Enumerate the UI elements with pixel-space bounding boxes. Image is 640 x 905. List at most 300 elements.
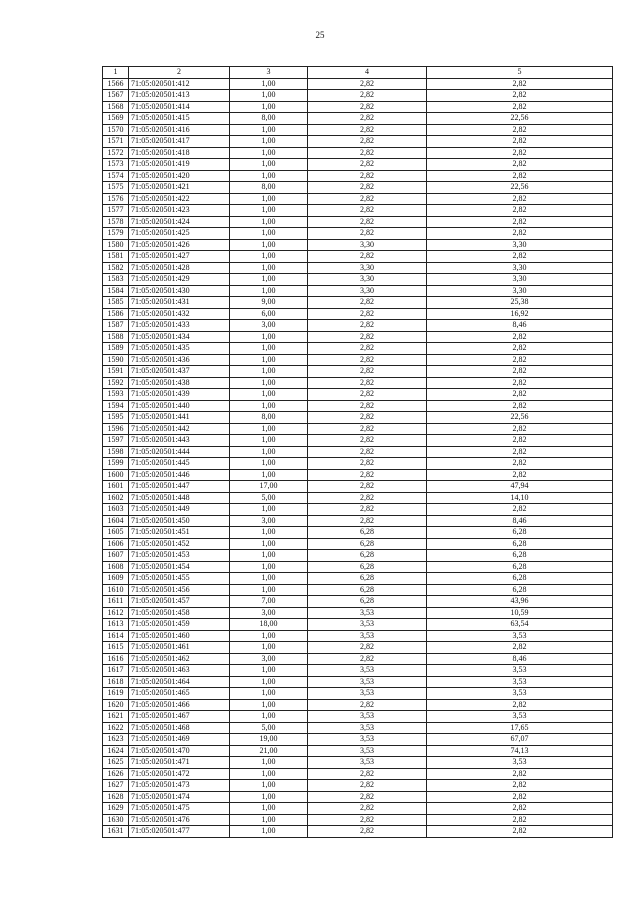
- cadastral-number-cell: 71:05:020501:437: [129, 366, 230, 378]
- rate-cell: 3,53: [308, 688, 427, 700]
- amount-cell: 22,56: [427, 182, 613, 194]
- row-number-cell: 1593: [103, 389, 129, 401]
- cadastral-number-cell: 71:05:020501:446: [129, 469, 230, 481]
- table-row: [103, 446, 613, 458]
- amount-cell: 16,92: [427, 308, 613, 320]
- table-row: [103, 285, 613, 297]
- amount-cell: 6,28: [427, 527, 613, 539]
- quantity-cell: 1,00: [230, 400, 308, 412]
- quantity-cell: 6,00: [230, 308, 308, 320]
- cadastral-number-cell: 71:05:020501:422: [129, 193, 230, 205]
- amount-cell: 2,82: [427, 458, 613, 470]
- quantity-cell: 1,00: [230, 136, 308, 148]
- quantity-cell: 1,00: [230, 573, 308, 585]
- cadastral-number-cell: 71:05:020501:436: [129, 354, 230, 366]
- cadastral-number-cell: 71:05:020501:458: [129, 607, 230, 619]
- quantity-cell: 21,00: [230, 745, 308, 757]
- quantity-cell: 1,00: [230, 285, 308, 297]
- cadastral-number-cell: 71:05:020501:459: [129, 619, 230, 631]
- amount-cell: 3,30: [427, 239, 613, 251]
- cadastral-number-cell: 71:05:020501:470: [129, 745, 230, 757]
- rate-cell: 6,28: [308, 550, 427, 562]
- rate-cell: 2,82: [308, 642, 427, 654]
- table-row: [103, 193, 613, 205]
- rate-cell: 2,82: [308, 814, 427, 826]
- cadastral-number-cell: 71:05:020501:460: [129, 630, 230, 642]
- column-header: 4: [308, 67, 427, 79]
- row-number-cell: 1589: [103, 343, 129, 355]
- amount-cell: 8,46: [427, 320, 613, 332]
- cadastral-number-cell: 71:05:020501:454: [129, 561, 230, 573]
- cadastral-number-cell: 71:05:020501:456: [129, 584, 230, 596]
- cadastral-number-cell: 71:05:020501:455: [129, 573, 230, 585]
- row-number-cell: 1573: [103, 159, 129, 171]
- cadastral-number-cell: 71:05:020501:426: [129, 239, 230, 251]
- rate-cell: 2,82: [308, 515, 427, 527]
- row-number-cell: 1598: [103, 446, 129, 458]
- table-row: [103, 504, 613, 516]
- cadastral-number-cell: 71:05:020501:444: [129, 446, 230, 458]
- rate-cell: 2,82: [308, 124, 427, 136]
- rate-cell: 3,53: [308, 734, 427, 746]
- table-row: [103, 803, 613, 815]
- cadastral-number-cell: 71:05:020501:418: [129, 147, 230, 159]
- table-row: [103, 228, 613, 240]
- cadastral-number-cell: 71:05:020501:449: [129, 504, 230, 516]
- row-number-cell: 1619: [103, 688, 129, 700]
- table-row: [103, 699, 613, 711]
- table-row: [103, 458, 613, 470]
- rate-cell: 2,82: [308, 400, 427, 412]
- cadastral-number-cell: 71:05:020501:429: [129, 274, 230, 286]
- table-header-row: [103, 67, 613, 79]
- row-number-cell: 1600: [103, 469, 129, 481]
- row-number-cell: 1569: [103, 113, 129, 125]
- table-row: [103, 665, 613, 677]
- quantity-cell: 18,00: [230, 619, 308, 631]
- cadastral-number-cell: 71:05:020501:438: [129, 377, 230, 389]
- table-row: [103, 492, 613, 504]
- row-number-cell: 1627: [103, 780, 129, 792]
- table-row: [103, 538, 613, 550]
- quantity-cell: 1,00: [230, 458, 308, 470]
- table-row: [103, 469, 613, 481]
- cadastral-number-cell: 71:05:020501:467: [129, 711, 230, 723]
- cadastral-number-cell: 71:05:020501:453: [129, 550, 230, 562]
- page-number: 25: [315, 30, 325, 40]
- table-row: [103, 412, 613, 424]
- rate-cell: 2,82: [308, 366, 427, 378]
- cadastral-number-cell: 71:05:020501:476: [129, 814, 230, 826]
- rate-cell: 2,82: [308, 193, 427, 205]
- row-number-cell: 1630: [103, 814, 129, 826]
- rate-cell: 3,53: [308, 757, 427, 769]
- table-row: [103, 366, 613, 378]
- amount-cell: 3,30: [427, 274, 613, 286]
- rate-cell: 2,82: [308, 768, 427, 780]
- table-row: [103, 596, 613, 608]
- rate-cell: 3,30: [308, 239, 427, 251]
- rate-cell: 2,82: [308, 492, 427, 504]
- column-header: 1: [103, 67, 129, 79]
- cadastral-number-cell: 71:05:020501:423: [129, 205, 230, 217]
- cadastral-number-cell: 71:05:020501:415: [129, 113, 230, 125]
- cadastral-number-cell: 71:05:020501:464: [129, 676, 230, 688]
- amount-cell: 63,54: [427, 619, 613, 631]
- quantity-cell: 3,00: [230, 653, 308, 665]
- row-number-cell: 1610: [103, 584, 129, 596]
- cadastral-number-cell: 71:05:020501:425: [129, 228, 230, 240]
- quantity-cell: 1,00: [230, 584, 308, 596]
- rate-cell: 2,82: [308, 78, 427, 90]
- row-number-cell: 1571: [103, 136, 129, 148]
- row-number-cell: 1583: [103, 274, 129, 286]
- table-row: [103, 251, 613, 263]
- table-row: [103, 423, 613, 435]
- cadastral-number-cell: 71:05:020501:473: [129, 780, 230, 792]
- amount-cell: 2,82: [427, 699, 613, 711]
- quantity-cell: 3,00: [230, 515, 308, 527]
- rate-cell: 6,28: [308, 573, 427, 585]
- row-number-cell: 1578: [103, 216, 129, 228]
- cadastral-number-cell: 71:05:020501:440: [129, 400, 230, 412]
- table-row: [103, 722, 613, 734]
- table-row: [103, 676, 613, 688]
- quantity-cell: 1,00: [230, 527, 308, 539]
- amount-cell: 2,82: [427, 331, 613, 343]
- table-row: [103, 124, 613, 136]
- quantity-cell: 1,00: [230, 803, 308, 815]
- amount-cell: 2,82: [427, 814, 613, 826]
- rate-cell: 2,82: [308, 791, 427, 803]
- table-row: [103, 688, 613, 700]
- rate-cell: 2,82: [308, 101, 427, 113]
- cadastral-number-cell: 71:05:020501:477: [129, 826, 230, 838]
- amount-cell: 3,53: [427, 665, 613, 677]
- cadastral-number-cell: 71:05:020501:445: [129, 458, 230, 470]
- rate-cell: 2,82: [308, 435, 427, 447]
- row-number-cell: 1612: [103, 607, 129, 619]
- quantity-cell: 1,00: [230, 78, 308, 90]
- cadastral-number-cell: 71:05:020501:419: [129, 159, 230, 171]
- rate-cell: 3,30: [308, 262, 427, 274]
- cadastral-number-cell: 71:05:020501:448: [129, 492, 230, 504]
- amount-cell: 2,82: [427, 136, 613, 148]
- amount-cell: 6,28: [427, 584, 613, 596]
- rate-cell: 2,82: [308, 182, 427, 194]
- amount-cell: 2,82: [427, 354, 613, 366]
- quantity-cell: 1,00: [230, 676, 308, 688]
- rate-cell: 2,82: [308, 90, 427, 102]
- table-row: [103, 768, 613, 780]
- amount-cell: 2,82: [427, 377, 613, 389]
- table-row: [103, 136, 613, 148]
- cadastral-number-cell: 71:05:020501:424: [129, 216, 230, 228]
- rate-cell: 3,53: [308, 619, 427, 631]
- cadastral-number-cell: 71:05:020501:468: [129, 722, 230, 734]
- quantity-cell: 1,00: [230, 538, 308, 550]
- quantity-cell: 1,00: [230, 228, 308, 240]
- rate-cell: 2,82: [308, 354, 427, 366]
- table-row: [103, 389, 613, 401]
- amount-cell: 2,82: [427, 147, 613, 159]
- cadastral-number-cell: 71:05:020501:474: [129, 791, 230, 803]
- cadastral-number-cell: 71:05:020501:414: [129, 101, 230, 113]
- cadastral-number-cell: 71:05:020501:457: [129, 596, 230, 608]
- quantity-cell: 1,00: [230, 124, 308, 136]
- row-number-cell: 1581: [103, 251, 129, 263]
- rate-cell: 2,82: [308, 504, 427, 516]
- quantity-cell: 9,00: [230, 297, 308, 309]
- table-row: [103, 297, 613, 309]
- row-number-cell: 1587: [103, 320, 129, 332]
- row-number-cell: 1614: [103, 630, 129, 642]
- table-row: [103, 826, 613, 838]
- table-row: [103, 216, 613, 228]
- cadastral-number-cell: 71:05:020501:434: [129, 331, 230, 343]
- amount-cell: 2,82: [427, 423, 613, 435]
- row-number-cell: 1617: [103, 665, 129, 677]
- table-row: [103, 159, 613, 171]
- amount-cell: 43,96: [427, 596, 613, 608]
- row-number-cell: 1596: [103, 423, 129, 435]
- table-row: [103, 619, 613, 631]
- amount-cell: 3,53: [427, 757, 613, 769]
- row-number-cell: 1575: [103, 182, 129, 194]
- table-row: [103, 90, 613, 102]
- quantity-cell: 1,00: [230, 665, 308, 677]
- row-number-cell: 1595: [103, 412, 129, 424]
- quantity-cell: 1,00: [230, 216, 308, 228]
- cadastral-number-cell: 71:05:020501:435: [129, 343, 230, 355]
- cadastral-number-cell: 71:05:020501:463: [129, 665, 230, 677]
- row-number-cell: 1626: [103, 768, 129, 780]
- amount-cell: 2,82: [427, 251, 613, 263]
- amount-cell: 2,82: [427, 159, 613, 171]
- quantity-cell: 1,00: [230, 446, 308, 458]
- quantity-cell: 5,00: [230, 492, 308, 504]
- table-row: [103, 239, 613, 251]
- table-row: [103, 734, 613, 746]
- cadastral-number-cell: 71:05:020501:461: [129, 642, 230, 654]
- rate-cell: 6,28: [308, 527, 427, 539]
- quantity-cell: 1,00: [230, 688, 308, 700]
- table-row: [103, 262, 613, 274]
- column-header: 2: [129, 67, 230, 79]
- row-number-cell: 1582: [103, 262, 129, 274]
- quantity-cell: 3,00: [230, 607, 308, 619]
- amount-cell: 6,28: [427, 561, 613, 573]
- amount-cell: 2,82: [427, 791, 613, 803]
- table-row: [103, 653, 613, 665]
- row-number-cell: 1618: [103, 676, 129, 688]
- amount-cell: 25,38: [427, 297, 613, 309]
- quantity-cell: 1,00: [230, 791, 308, 803]
- land-register-table: [102, 66, 613, 838]
- quantity-cell: 1,00: [230, 331, 308, 343]
- amount-cell: 6,28: [427, 573, 613, 585]
- table-body: [103, 78, 613, 837]
- row-number-cell: 1586: [103, 308, 129, 320]
- table-row: [103, 377, 613, 389]
- row-number-cell: 1613: [103, 619, 129, 631]
- row-number-cell: 1606: [103, 538, 129, 550]
- table-row: [103, 780, 613, 792]
- rate-cell: 2,82: [308, 469, 427, 481]
- table-row: [103, 711, 613, 723]
- quantity-cell: 1,00: [230, 814, 308, 826]
- quantity-cell: 1,00: [230, 630, 308, 642]
- rate-cell: 2,82: [308, 228, 427, 240]
- quantity-cell: 1,00: [230, 757, 308, 769]
- amount-cell: 2,82: [427, 78, 613, 90]
- quantity-cell: 1,00: [230, 423, 308, 435]
- rate-cell: 2,82: [308, 699, 427, 711]
- cadastral-number-cell: 71:05:020501:441: [129, 412, 230, 424]
- amount-cell: 2,82: [427, 101, 613, 113]
- table-row: [103, 182, 613, 194]
- rate-cell: 2,82: [308, 653, 427, 665]
- quantity-cell: 1,00: [230, 550, 308, 562]
- rate-cell: 2,82: [308, 780, 427, 792]
- row-number-cell: 1611: [103, 596, 129, 608]
- amount-cell: 2,82: [427, 768, 613, 780]
- amount-cell: 2,82: [427, 205, 613, 217]
- cadastral-number-cell: 71:05:020501:472: [129, 768, 230, 780]
- table-row: [103, 354, 613, 366]
- row-number-cell: 1625: [103, 757, 129, 769]
- quantity-cell: 1,00: [230, 239, 308, 251]
- quantity-cell: 1,00: [230, 274, 308, 286]
- cadastral-number-cell: 71:05:020501:450: [129, 515, 230, 527]
- rate-cell: 3,53: [308, 665, 427, 677]
- table-row: [103, 630, 613, 642]
- rate-cell: 2,82: [308, 803, 427, 815]
- table-row: [103, 607, 613, 619]
- quantity-cell: 1,00: [230, 469, 308, 481]
- row-number-cell: 1577: [103, 205, 129, 217]
- amount-cell: 3,53: [427, 688, 613, 700]
- quantity-cell: 1,00: [230, 101, 308, 113]
- row-number-cell: 1604: [103, 515, 129, 527]
- quantity-cell: 19,00: [230, 734, 308, 746]
- quantity-cell: 1,00: [230, 389, 308, 401]
- quantity-cell: 1,00: [230, 435, 308, 447]
- rate-cell: 3,53: [308, 607, 427, 619]
- table-row: [103, 331, 613, 343]
- rate-cell: 2,82: [308, 170, 427, 182]
- amount-cell: 2,82: [427, 170, 613, 182]
- amount-cell: 3,53: [427, 630, 613, 642]
- row-number-cell: 1572: [103, 147, 129, 159]
- quantity-cell: 1,00: [230, 262, 308, 274]
- amount-cell: 2,82: [427, 90, 613, 102]
- rate-cell: 2,82: [308, 331, 427, 343]
- column-header: 5: [427, 67, 613, 79]
- rate-cell: 2,82: [308, 308, 427, 320]
- quantity-cell: 1,00: [230, 366, 308, 378]
- quantity-cell: 1,00: [230, 170, 308, 182]
- quantity-cell: 1,00: [230, 377, 308, 389]
- rate-cell: 2,82: [308, 446, 427, 458]
- row-number-cell: 1576: [103, 193, 129, 205]
- cadastral-number-cell: 71:05:020501:466: [129, 699, 230, 711]
- quantity-cell: 17,00: [230, 481, 308, 493]
- row-number-cell: 1631: [103, 826, 129, 838]
- row-number-cell: 1607: [103, 550, 129, 562]
- column-header: 3: [230, 67, 308, 79]
- quantity-cell: 1,00: [230, 768, 308, 780]
- table-row: [103, 435, 613, 447]
- table-row: [103, 481, 613, 493]
- amount-cell: 8,46: [427, 653, 613, 665]
- amount-cell: 14,10: [427, 492, 613, 504]
- rate-cell: 2,82: [308, 389, 427, 401]
- row-number-cell: 1629: [103, 803, 129, 815]
- table-row: [103, 400, 613, 412]
- amount-cell: 2,82: [427, 780, 613, 792]
- quantity-cell: 3,00: [230, 320, 308, 332]
- amount-cell: 2,82: [427, 343, 613, 355]
- cadastral-number-cell: 71:05:020501:447: [129, 481, 230, 493]
- row-number-cell: 1623: [103, 734, 129, 746]
- cadastral-number-cell: 71:05:020501:431: [129, 297, 230, 309]
- table-row: [103, 584, 613, 596]
- cadastral-number-cell: 71:05:020501:439: [129, 389, 230, 401]
- row-number-cell: 1624: [103, 745, 129, 757]
- quantity-cell: 1,00: [230, 642, 308, 654]
- cadastral-number-cell: 71:05:020501:465: [129, 688, 230, 700]
- row-number-cell: 1615: [103, 642, 129, 654]
- table-row: [103, 527, 613, 539]
- quantity-cell: 1,00: [230, 343, 308, 355]
- amount-cell: 17,65: [427, 722, 613, 734]
- cadastral-number-cell: 71:05:020501:417: [129, 136, 230, 148]
- row-number-cell: 1597: [103, 435, 129, 447]
- rate-cell: 2,82: [308, 481, 427, 493]
- row-number-cell: 1608: [103, 561, 129, 573]
- row-number-cell: 1570: [103, 124, 129, 136]
- amount-cell: 2,82: [427, 435, 613, 447]
- amount-cell: 22,56: [427, 113, 613, 125]
- cadastral-number-cell: 71:05:020501:416: [129, 124, 230, 136]
- table-row: [103, 561, 613, 573]
- rate-cell: 2,82: [308, 377, 427, 389]
- row-number-cell: 1616: [103, 653, 129, 665]
- amount-cell: 2,82: [427, 642, 613, 654]
- rate-cell: 2,82: [308, 343, 427, 355]
- row-number-cell: 1574: [103, 170, 129, 182]
- table-row: [103, 205, 613, 217]
- rate-cell: 3,30: [308, 274, 427, 286]
- table-row: [103, 642, 613, 654]
- quantity-cell: 1,00: [230, 711, 308, 723]
- cadastral-number-cell: 71:05:020501:452: [129, 538, 230, 550]
- quantity-cell: 1,00: [230, 205, 308, 217]
- rate-cell: 2,82: [308, 320, 427, 332]
- row-number-cell: 1591: [103, 366, 129, 378]
- row-number-cell: 1601: [103, 481, 129, 493]
- row-number-cell: 1599: [103, 458, 129, 470]
- table-row: [103, 745, 613, 757]
- rate-cell: 3,53: [308, 745, 427, 757]
- row-number-cell: 1622: [103, 722, 129, 734]
- amount-cell: 3,30: [427, 285, 613, 297]
- table-row: [103, 573, 613, 585]
- quantity-cell: 1,00: [230, 251, 308, 263]
- rate-cell: 2,82: [308, 251, 427, 263]
- amount-cell: 6,28: [427, 538, 613, 550]
